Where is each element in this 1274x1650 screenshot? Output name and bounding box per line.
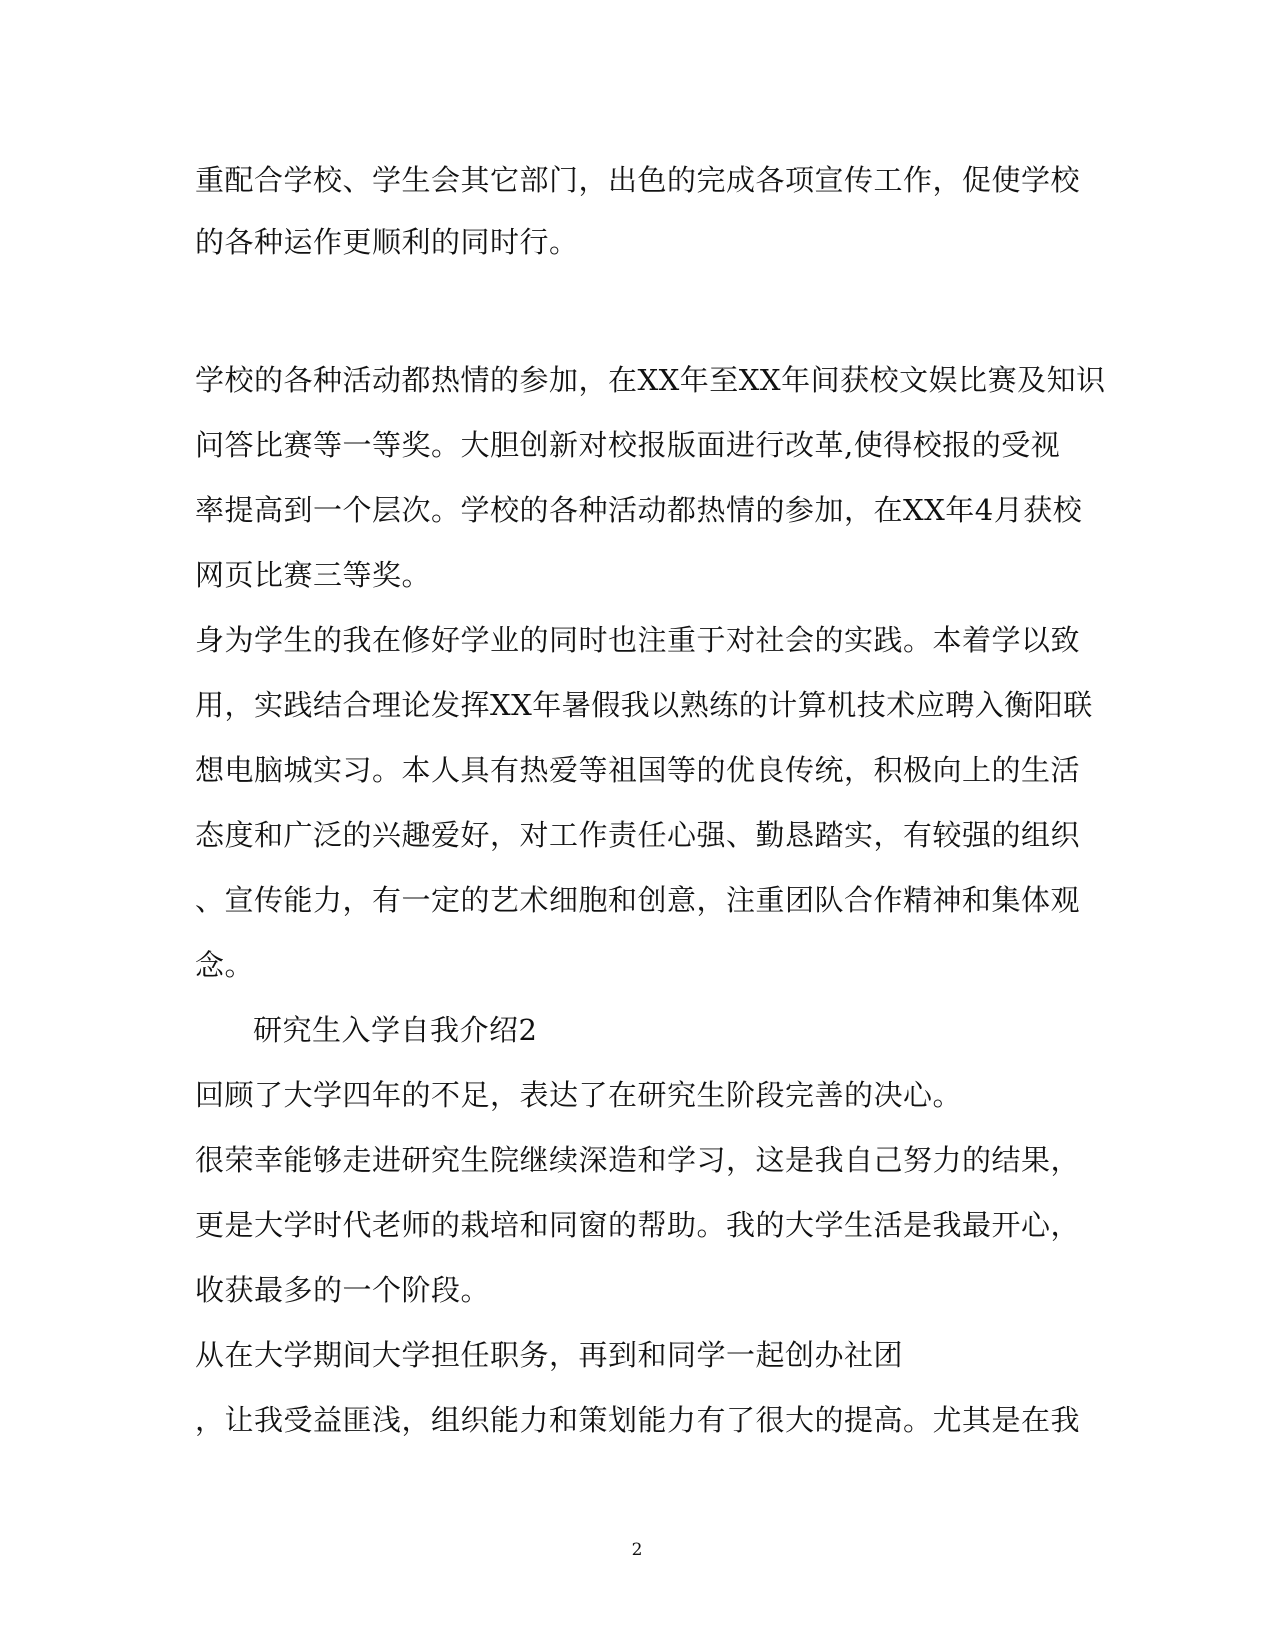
section-heading: 研究生入学自我介绍2: [253, 1013, 538, 1047]
text-line: 从在大学期间大学担任职务，再到和同学一起创办社团: [195, 1338, 904, 1372]
text-line: 很荣幸能够走进研究生院继续深造和学习，这是我自己努力的结果，: [195, 1143, 1081, 1177]
text-line: 问答比赛等一等奖。大胆创新对校报版面进行改革,使得校报的受视: [195, 428, 1061, 462]
text-line: 想电脑城实习。本人具有热爱等祖国等的优良传统，积极向上的生活: [195, 753, 1081, 787]
text-line: ，让我受益匪浅，组织能力和策划能力有了很大的提高。尤其是在我: [195, 1403, 1081, 1437]
text-line: 收获最多的一个阶段。: [195, 1273, 491, 1307]
text-line: 回顾了大学四年的不足，表达了在研究生阶段完善的决心。: [195, 1078, 963, 1112]
text-line: 的各种运作更顺利的同时行。: [195, 225, 579, 259]
text-line: 身为学生的我在修好学业的同时也注重于对社会的实践。本着学以致: [195, 623, 1081, 657]
text-line: 重配合学校、学生会其它部门，出色的完成各项宣传工作，促使学校: [195, 163, 1081, 197]
text-line: 学校的各种活动都热情的参加，在XX年至XX年间获校文娱比赛及知识: [195, 363, 1106, 397]
text-line: 用，实践结合理论发挥XX年暑假我以熟练的计算机技术应聘入衡阳联: [195, 688, 1093, 722]
page-number: 2: [631, 1540, 643, 1560]
text-line: 念。: [195, 948, 255, 982]
text-line: 网页比赛三等奖。: [195, 558, 432, 592]
text-line: 率提高到一个层次。学校的各种活动都热情的参加，在XX年4月获校: [195, 493, 1083, 527]
text-line: 更是大学时代老师的栽培和同窗的帮助。我的大学生活是我最开心，: [195, 1208, 1081, 1242]
text-line: 、宣传能力，有一定的艺术细胞和创意，注重团队合作精神和集体观: [195, 883, 1081, 917]
text-line: 态度和广泛的兴趣爱好，对工作责任心强、勤恳踏实，有较强的组织: [195, 818, 1081, 852]
